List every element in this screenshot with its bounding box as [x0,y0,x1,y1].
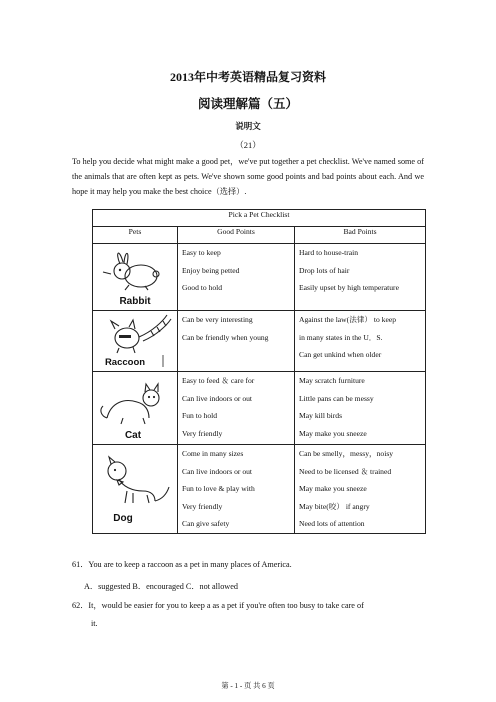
good-point: Very friendly [182,501,223,511]
pet-checklist-table [92,209,426,534]
bad-point: Need to be licensed ＆ trained [299,466,392,476]
bad-point: May scratch furniture [299,376,365,385]
rabbit-illustration [93,244,177,310]
pet-picture-cell [93,244,178,311]
good-points-cell [178,445,295,534]
question-61-stem: 61．You are to keep a raccoon as a pet in many places of America. [72,560,292,569]
raccoon-illustration [93,311,177,371]
passage-number: （21） [235,140,261,150]
pet-name-dog: Dog [113,512,133,524]
bad-point: Easily upset by high temperature [299,283,399,292]
bad-point: Need lots of attention [299,519,365,528]
bad-points-cell [295,244,426,311]
bad-point: Can be smelly，messy，noisy [299,449,394,458]
question-62-continuation: it. [91,619,98,628]
table-caption-row [93,210,426,227]
cat-illustration [93,372,177,444]
bad-points-cell [295,445,426,534]
bad-point: May bite(咬） if angry [299,501,370,511]
bad-point: Can get unkind when older [299,350,382,359]
table-header-row [93,227,426,244]
header-good-points: Good Points [178,227,295,244]
genre-label: 说明文 [235,121,261,131]
bad-point: May make you sneeze [299,484,367,493]
bad-point: Drop lots of hair [299,265,350,275]
bad-point: Little pans can be messy [299,393,374,403]
good-points-cell [178,372,295,445]
table-caption: Pick a Pet Checklist [93,210,426,227]
header-bad-points: Bad Points [295,227,426,244]
dog-illustration [93,447,177,531]
question-62-stem: 62．It，would be easier for you to keep a as a pet if you're often too busy to take care of [72,601,364,610]
good-point: Good to hold [182,283,223,292]
good-point: Easy to feed ＆ care for [182,376,255,385]
pet-picture-cell [93,311,178,372]
table-row [93,244,426,311]
section-title: 阅读理解篇（五） [197,97,298,111]
good-point: Come in many sizes [182,449,244,458]
good-point: Can be friendly when young [182,332,269,342]
bad-point: Hard to house-train [299,248,359,257]
good-points-cell [178,311,295,372]
good-point: Fun to hold [182,411,218,420]
bad-point: Against the law(法律） to keep [299,315,397,324]
page-title: 2013年中考英语精品复习资料 [169,70,326,84]
good-point: Can live indoors or out [182,393,253,403]
bad-point: in many states in the U．S. [299,332,383,342]
bad-point: May kill birds [299,411,343,420]
good-points-cell [178,244,295,311]
pet-picture-cell [93,372,178,445]
table-row [93,372,426,445]
good-point: Easy to keep [182,248,221,257]
page-footer: 第 - 1 - 页 共 6 页 [221,682,275,690]
bad-point: May make you sneeze [299,428,367,438]
header-pets: Pets [93,227,178,244]
pet-name-cat: Cat [124,430,142,441]
table-row [93,445,426,534]
good-point: Very friendly [182,428,223,438]
good-point: Enjoy being petted [182,265,240,275]
table-row [93,311,426,372]
pet-picture-cell [93,445,178,534]
good-point: Can live indoors or out [182,466,253,476]
bad-points-cell [295,311,426,372]
good-point: Can be very interesting [182,315,253,324]
pet-name-rabbit: Rabbit [119,296,151,307]
good-point: Fun to love & play with [182,484,255,493]
intro-paragraph: To help you decide what might make a good pet，we've put together a pet checklist. We've named some of the animals that are often kept as pets. We've shown some good points and bad points about each. And we hope it may help you make the best choice（选择）. [72,157,424,196]
bad-points-cell [295,372,426,445]
good-point: Can give safety [182,519,230,528]
pet-name-raccoon: Raccoon [104,357,146,368]
question-61-options: A．suggested B．encouraged C．not allowed [84,582,238,591]
